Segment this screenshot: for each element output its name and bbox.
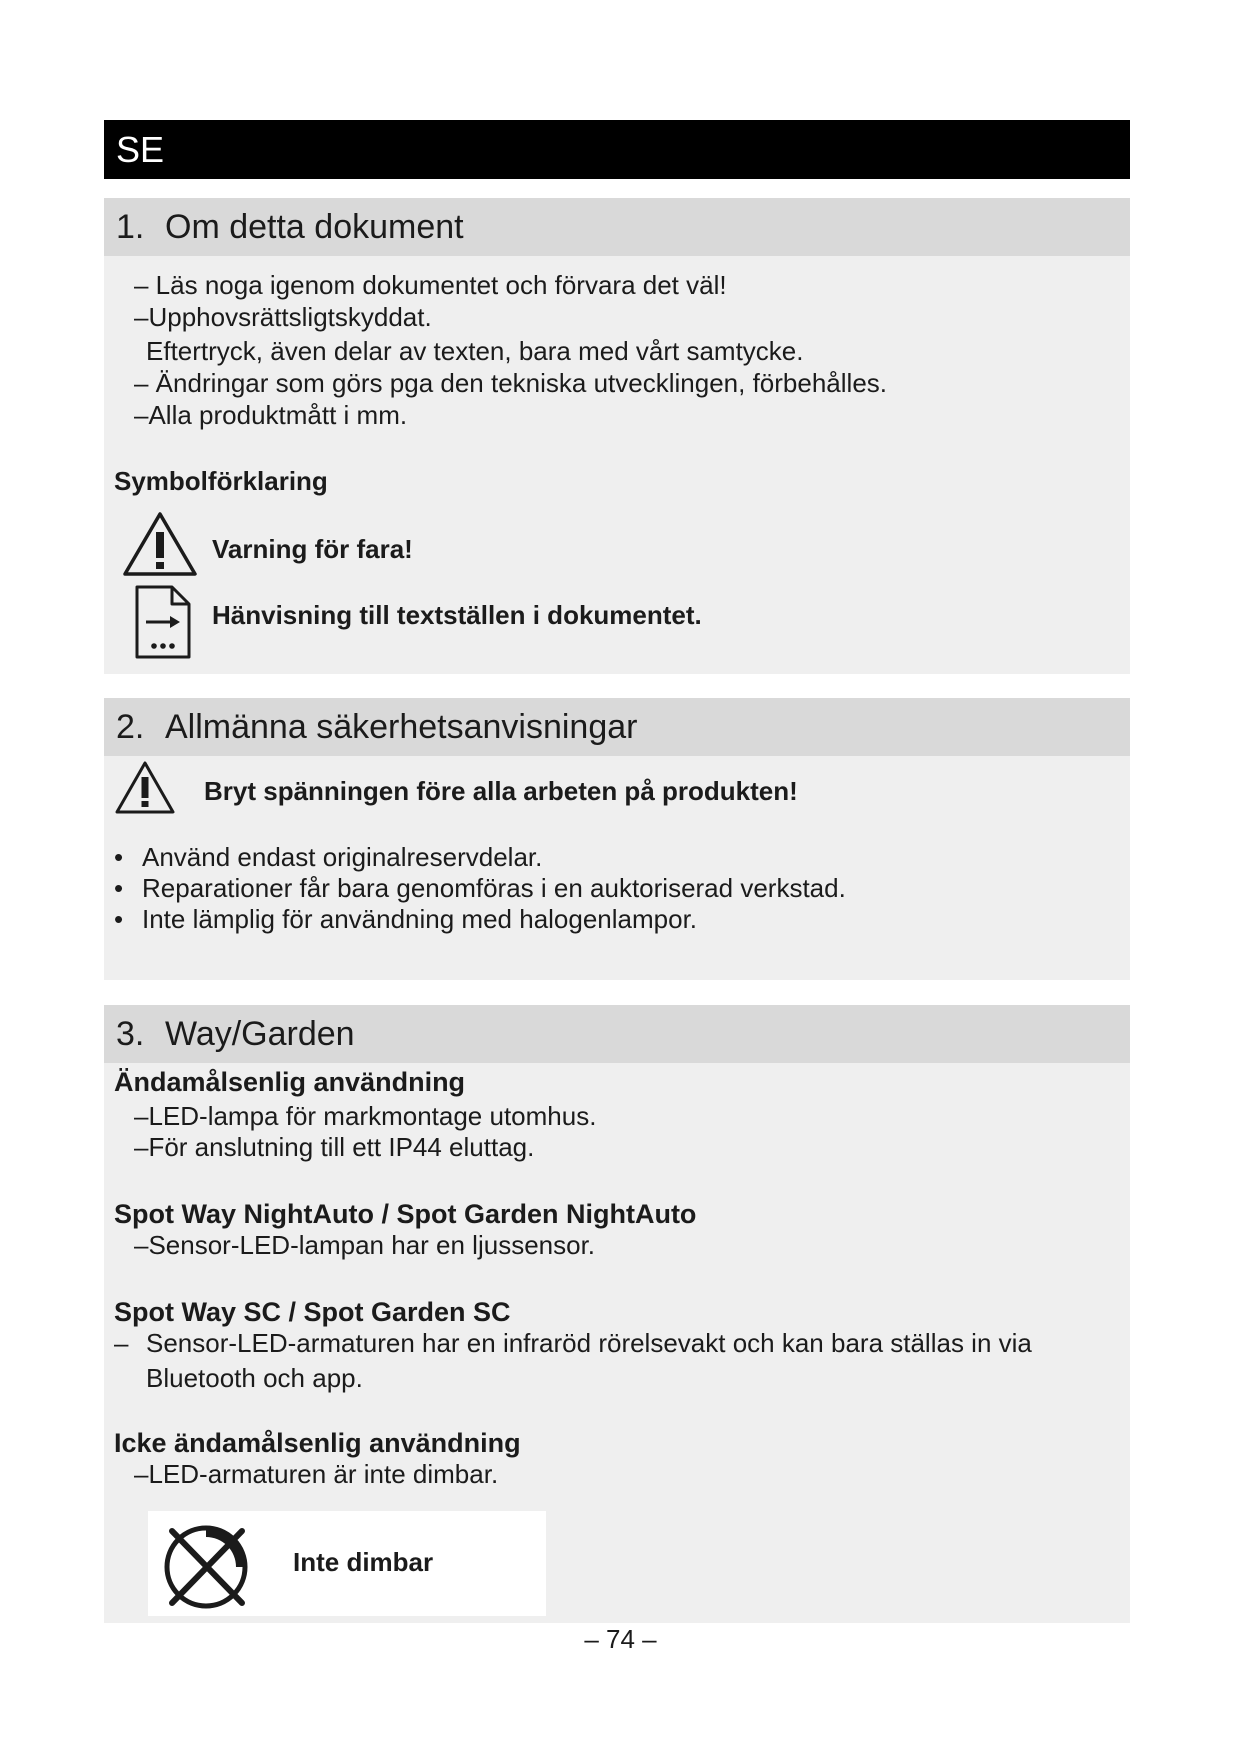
nightauto-heading: Spot Way NightAuto / Spot Garden NightAuto [114,1199,697,1229]
language-code: SE [116,129,165,170]
bullet-dot: • [114,842,124,872]
not-dimmable-label: Inte dimbar [293,1547,434,1577]
symbol-reference-text: Hänvisning till textställen i dokumentet. [212,600,702,630]
doc-line: –Upphovsrättsligtskyddat. [134,302,432,332]
intended-use-line: –För anslutning till ett IP44 eluttag. [134,1132,535,1162]
section-title: Om detta dokument [165,208,464,246]
intended-use-heading: Ändamålsenlig användning [114,1067,466,1097]
list-item-text: Reparationer får bara genomföras i en auktoriserad verkstad. [142,873,846,903]
section-title: Way/Garden [165,1015,355,1053]
section-number: 3. [116,1015,145,1053]
list-item-text: Använd endast originalreservdelar. [142,842,543,872]
doc-line: – Läs noga igenom dokumentet och förvara det väl! [134,270,727,300]
warning-triangle-icon [122,510,198,578]
improper-use-heading: Icke ändamålsenlig användning [114,1428,521,1458]
improper-use-line: –LED-armaturen är inte dimbar. [134,1459,499,1489]
list-item [114,904,697,935]
sc-heading: Spot Way SC / Spot Garden SC [114,1297,511,1327]
list-item-text: Inte lämplig för användning med halogenlampor. [142,904,698,934]
sc-dash: – [114,1328,129,1358]
symbol-warning-text: Varning för fara! [212,534,413,564]
list-item [114,842,542,873]
list-item [114,873,846,904]
language-bar [104,120,1130,179]
warning-triangle-icon [114,760,176,816]
page-number: – 74 – [584,1624,657,1654]
section-about-document [104,198,1130,674]
bullet-dot: • [114,873,124,903]
nightauto-line: –Sensor-LED-lampan har en ljussensor. [134,1230,596,1260]
section-number: 1. [116,208,145,246]
section-safety [104,698,1130,980]
section-number: 2. [116,708,145,746]
symbol-heading: Symbolförklaring [114,466,328,496]
intended-use-line: –LED-lampa för markmontage utomhus. [134,1101,597,1131]
sc-line: Bluetooth och app. [146,1363,363,1393]
section-heading [104,198,1130,256]
bullet-dot: • [114,904,124,934]
doc-line: – Ändringar som görs pga den tekniska utvecklingen, förbehålles. [134,368,887,398]
sc-line: Sensor-LED-armaturen har en infraröd rörelsevakt och kan bara ställas in via [146,1328,1032,1358]
section-title: Allmänna säkerhetsanvisningar [165,708,638,746]
section-heading [104,1005,1130,1063]
doc-line: Eftertryck, även delar av texten, bara med vårt samtycke. [146,336,804,366]
document-reference-icon [134,584,192,660]
not-dimmable-box [148,1511,546,1616]
section-heading [104,698,1130,756]
safety-warning-text: Bryt spänningen före alla arbeten på produkten! [204,776,798,806]
doc-line: –Alla produktmått i mm. [134,400,408,430]
not-dimmable-icon [160,1519,252,1611]
